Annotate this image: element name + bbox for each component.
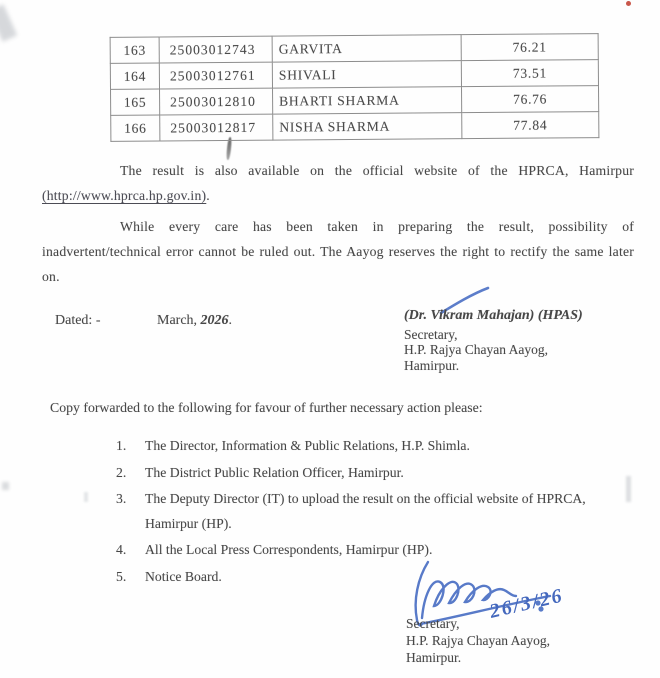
bottom-signatory-place: Hamirpur.: [406, 650, 462, 665]
table-row: [110, 60, 598, 90]
table-row: [110, 34, 598, 64]
cell-serial: 165: [111, 89, 160, 115]
cell-candidate-name: BHARTI SHARMA: [273, 87, 462, 114]
cell-candidate-name: GARVITA: [272, 35, 461, 62]
list-item-text: The District Public Relation Officer, Hamirpur.: [145, 464, 404, 480]
dated-month: March,: [157, 313, 201, 328]
paragraph-website: [42, 158, 634, 208]
list-item-number: 4.: [116, 542, 127, 557]
bottom-signatory-title: Secretary,: [406, 616, 460, 631]
paragraph-website-text: The result is also available on the official website of the HPRCA, Hamirpur: [120, 163, 634, 178]
list-item: [116, 434, 645, 459]
paragraph-website-line1: [42, 158, 634, 183]
bottom-signatory-block: [406, 615, 550, 666]
list-item-text: [145, 487, 645, 536]
list-item-number: 3.: [116, 491, 127, 506]
table-row: [111, 86, 599, 116]
cell-serial: 163: [110, 37, 159, 63]
dated-label: Dated: -: [55, 313, 101, 328]
paragraph-disclaimer: While every care has been taken in preparing the result, possibility of inadvertent/technical error cannot be ruled out. The Aayog reserves the right to rectify the same later on.: [42, 219, 634, 284]
signatory-name: (Dr. Vikram Mahajan) (HPAS): [404, 308, 583, 323]
cell-roll-number: 25003012810: [160, 88, 273, 115]
scan-speck: [84, 492, 88, 502]
dated-value: [157, 313, 232, 329]
list-item-number: 5.: [116, 568, 127, 584]
signatory-block: [404, 308, 583, 373]
scan-smudge-top-left: [0, 4, 17, 42]
cell-marks: 73.51: [461, 60, 598, 87]
website-url: (http://www.hprca.hp.gov.in): [42, 188, 207, 203]
signatory-place: Hamirpur.: [404, 357, 460, 373]
dated-period: .: [228, 313, 233, 328]
list-item-text: The Director, Information & Public Relations, H.P. Shimla.: [145, 438, 470, 453]
cell-marks: 76.21: [461, 34, 598, 61]
list-item-number: 1.: [116, 438, 127, 453]
list-item-text-line1: The Deputy Director (IT) to upload the result on the official website of HPRCA,: [145, 491, 586, 506]
signatory-title: Secretary,: [404, 326, 458, 342]
table-row: [111, 112, 599, 142]
scan-red-dot: [626, 1, 631, 6]
paragraph-website-period: .: [206, 188, 210, 203]
list-item-number: 2.: [116, 464, 127, 480]
cell-candidate-name: SHIVALI: [272, 61, 461, 88]
cell-serial: 164: [110, 63, 159, 89]
scan-speck: [2, 482, 9, 490]
paragraph-website-line2: [42, 183, 634, 208]
list-item: [116, 487, 645, 536]
copy-forwarded-heading: Copy forwarded to the following for favour of further necessary action please:: [50, 400, 483, 415]
cell-roll-number: 25003012817: [160, 114, 273, 141]
cell-serial: 166: [111, 115, 160, 141]
cell-marks: 76.76: [461, 86, 598, 113]
signatory-org: H.P. Rajya Chayan Aayog,: [404, 342, 548, 357]
cell-marks: 77.84: [462, 112, 599, 139]
cell-roll-number: 25003012743: [159, 36, 272, 63]
list-item-text: Notice Board.: [145, 568, 222, 584]
cell-roll-number: 25003012761: [159, 62, 272, 89]
results-table: [110, 33, 600, 142]
bottom-signatory-org: H.P. Rajya Chayan Aayog,: [406, 633, 550, 648]
list-item-text-line2: Hamirpur (HP).: [145, 515, 232, 531]
list-item-text: All the Local Press Correspondents, Hamirpur (HP).: [145, 542, 433, 557]
handwritten-date: 26/3/26: [487, 584, 566, 623]
list-item: [116, 461, 645, 486]
cell-candidate-name: NISHA SHARMA: [273, 113, 462, 140]
dated-year: 2026: [200, 313, 229, 328]
